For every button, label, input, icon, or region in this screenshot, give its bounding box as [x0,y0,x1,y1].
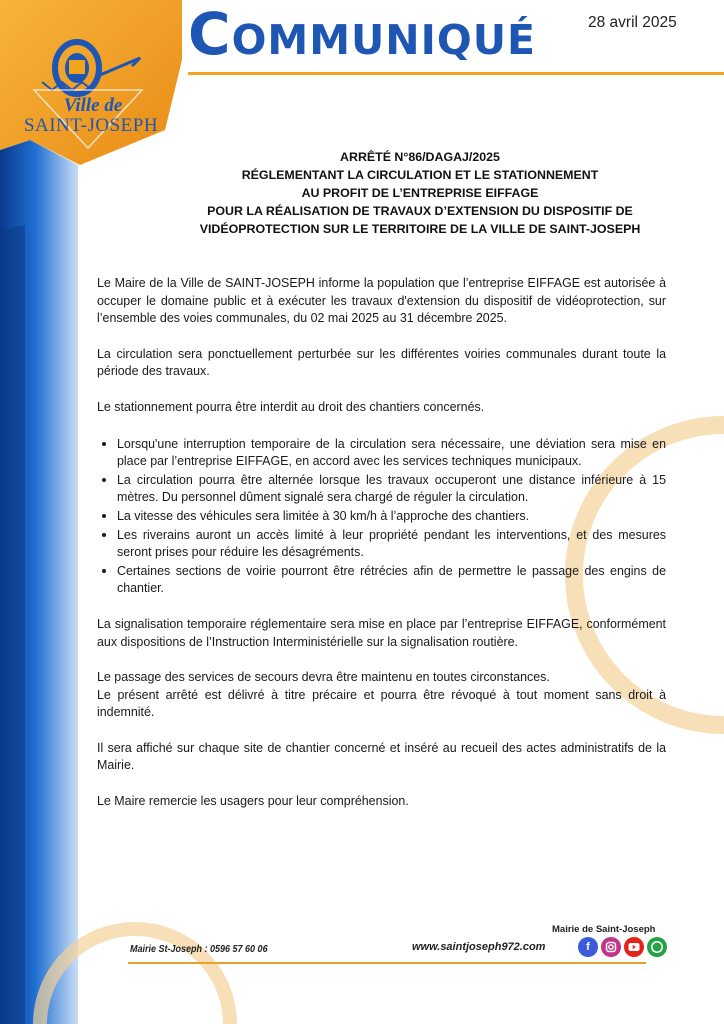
title-underline [188,72,724,75]
paragraph-precaire: Le présent arrêté est délivré à titre précaire et pourra être révoqué à tout moment sans droit à indemnité. [97,687,666,720]
list-item: • La vitesse des véhicules sera limitée à 30 km/h à l’approche des chantiers. [117,507,666,526]
heading-line-4: POUR LA RÉALISATION DE TRAVAUX D’EXTENSION DU DISPOSITIF DE [207,204,633,218]
communique-body [97,275,666,829]
footer-divider [128,962,646,964]
logo-text-ville-de: Ville de [63,95,123,116]
paragraph-remerciements: Le Maire remercie les usagers pour leur compréhension. [97,794,409,809]
logo-text-saint-joseph: SAINT-JOSEPH [23,115,159,136]
phone-number: Mairie St-Joseph : 0596 57 60 06 [130,944,268,955]
arrete-heading [130,148,710,238]
list-item: • La circulation pourra être alternée lorsque les travaux occuperont une distance inférieure à 15 mètres. Du personnel dûment signalé sera chargé de réguler la circulation. [117,471,666,507]
heading-line-2: RÉGLEMENTANT LA CIRCULATION ET LE STATIONNEMENT [241,168,599,182]
list-item: • Les riverains auront un accès limité à leur propriété pendant les interventions, et des mesures seront prises pour réduire les désagréments. [117,526,666,562]
heading-line-5: VIDÉOPROTECTION SUR LE TERRITOIRE DE LA VILLE DE SAINT-JOSEPH [199,222,641,236]
paragraph-affichage: Il sera affiché sur chaque site de chantier concerné et inséré au recueil des actes administratifs de la Mairie. [97,740,666,773]
whatsapp-icon[interactable] [647,937,667,957]
paragraph-signalisation: La signalisation temporaire réglementaire sera mise en place par l’entreprise EIFFAGE, conformément aux dispositions de l’Instruction Interministérielle sur la signalisation routière. [97,616,666,649]
paragraph-secours: Le passage des services de secours devra être maintenu en toutes circonstances. [97,670,550,685]
facebook-icon[interactable]: f [578,937,598,957]
youtube-icon[interactable] [624,937,644,957]
paragraph-stationnement: Le stationnement pourra être interdit au droit des chantiers concernés. [97,399,485,414]
measures-list [97,435,666,598]
website-link[interactable]: www.saintjoseph972.com [412,941,546,953]
paragraph-intro: Le Maire de la Ville de SAINT-JOSEPH informe la population que l’entreprise EIFFAGE est autorisée à occuper le domaine public et à exécuter les travaux d'extension du dispositif de vidéoprotection, sur l’ensemble des voies communales, du 02 mai 2025 au 31 décembre 2025. [97,276,666,326]
heading-line-1: ARRÊTÉ N°86/DAGAJ/2025 [340,150,500,164]
paragraph-circulation: La circulation sera ponctuellement perturbée sur les différentes voiries communales durant toute la période des travaux. [97,346,666,379]
list-item: • Certaines sections de voirie pourront être rétrécies afin de permettre le passage des engins de chantier. [117,562,666,598]
instagram-icon[interactable] [601,937,621,957]
page-title: Communiqué [188,0,537,68]
list-item: • Lorsqu'une interruption temporaire de la circulation sera nécessaire, une déviation sera mise en place par l’entreprise EIFFAGE, en accord avec les services techniques municipaux. [117,435,666,471]
signature: Mairie de Saint-Joseph [552,924,656,935]
publication-date: 28 avril 2025 [588,14,677,31]
heading-line-3: AU PROFIT DE L’ENTREPRISE EIFFAGE [301,186,539,200]
